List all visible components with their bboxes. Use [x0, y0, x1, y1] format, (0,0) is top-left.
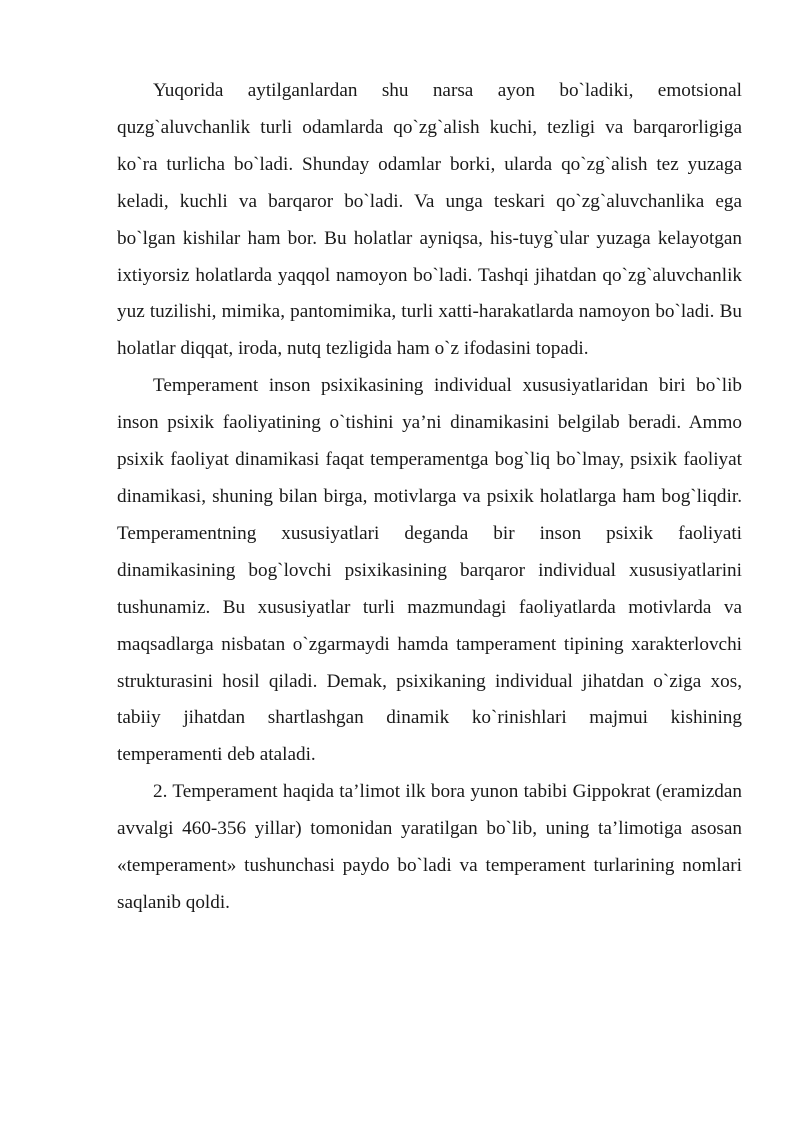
document-body	[117, 73, 742, 922]
paragraph-temperament-definition: Temperament inson psixikasining individual xususiyatlaridan biri bo`lib inson psixik faoliyatining o`tishini ya’ni dinamikasini belgilab beradi. Ammo psixik faoliyat dinamikasi faqat temperamentga bog`liq bo`lmay, psixik faoliyat dinamikasi, shuning bilan birga, motivlarga va psixik holatlarga ham bog`liqdir. Temperamentning xususiyatlari deganda bir inson psixik faoliyati dinamikasining bog`lovchi psixikasining barqaror individual xususiyatlarini tushunamiz. Bu xususiyatlar turli mazmundagi faoliyatlarda motivlarda va maqsadlarga nisbatan o`zgarmaydi hamda tamperament tipining xarakterlovchi strukturasini hosil qiladi. Demak, psixikaning individual jihatdan o`ziga xos, tabiiy jihatdan shartlashgan dinamik ko`rinishlari majmui kishining temperamenti deb ataladi.	[117, 375, 742, 766]
paragraph-emotional-excitability: Yuqorida aytilganlardan shu narsa ayon bo`ladiki, emotsional quzg`aluvchanlik turli odamlarda qo`zg`alish kuchi, tezligi va barqarorligiga ko`ra turlicha bo`ladi. Shunday odamlar borki, ularda qo`zg`alish tez yuzaga keladi, kuchli va barqaror bo`ladi. Va unga teskari qo`zg`aluvchanlika ega bo`lgan kishilar ham bor. Bu holatlar ayniqsa, his-tuyg`ular yuzaga kelayotgan ixtiyorsiz holatlarda yaqqol namoyon bo`ladi. Tashqi jihatdan qo`zg`aluvchanlik yuz tuzilishi, mimika, pantomimika, turli xatti-harakatlarda namoyon bo`ladi. Bu holatlar diqqat, iroda, nutq tezligida ham o`z ifodasini topadi.	[117, 80, 742, 360]
paragraph-hippocrates-theory: 2. Temperament haqida ta’limot ilk bora yunon tabibi Gippokrat (eramizdan avvalgi 460-356 yillar) tomonidan yaratilgan bo`lib, uning ta’limotiga asosan «temperament» tushunchasi paydo bo`ladi va temperament turlarining nomlari saqlanib qoldi.	[117, 781, 742, 913]
